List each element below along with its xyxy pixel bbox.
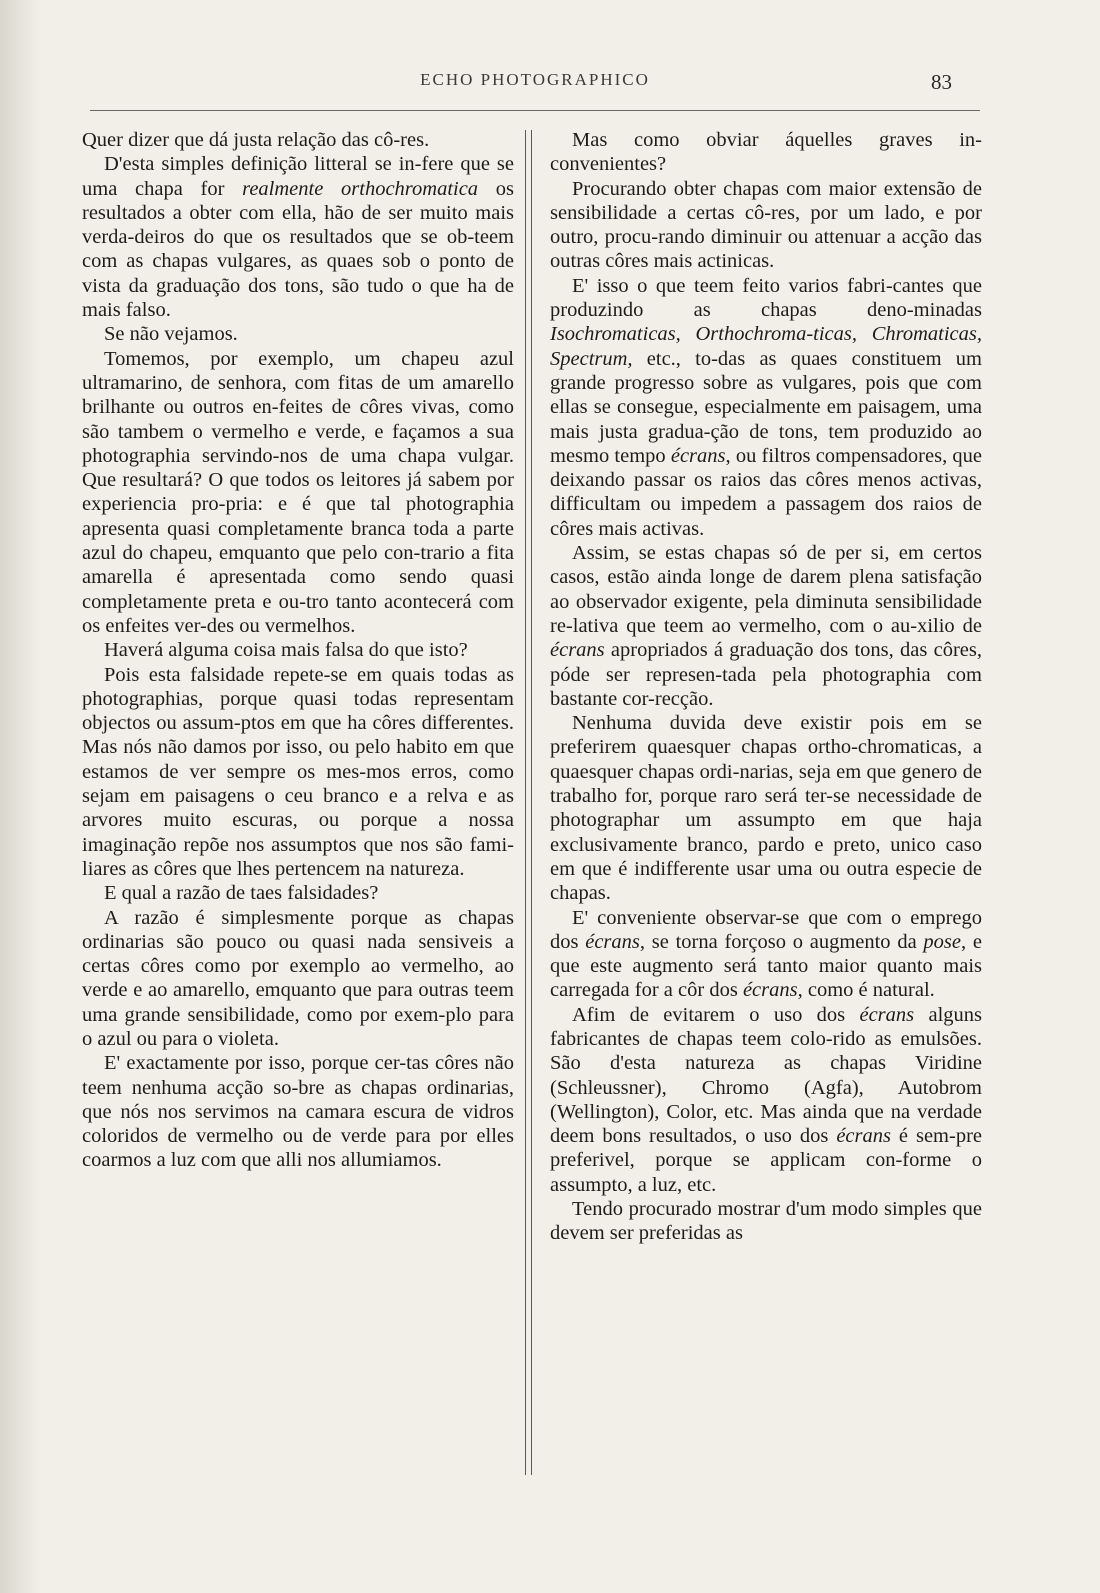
paragraph: D'esta simples definição litteral se in-fere que se uma chapa for realmente orthochromatica os resultados a obter com ella, hão de ser muito mais verda-deiros do que os resultados que se ob-teem com as chapas vulgares, as quaes sob o ponto de vista da graduação dos tons, são tudo o que ha de mais falso. <box>82 153 514 322</box>
paragraph: A razão é simplesmente porque as chapas ordinarias são pouco ou quasi nada sensiveis a certas côres como por exemplo ao vermelho, ao verde e ao amarello, emquanto que para outras teem uma grande sensibilidade, como por exem-plo para o azul ou para o violeta. <box>82 906 514 1050</box>
paragraph: Se não vejamos. <box>104 323 238 346</box>
paragraph: Haverá alguma coisa mais falsa do que isto? <box>104 639 468 662</box>
paragraph: Quer dizer que dá justa relação das cô-res. <box>82 129 430 151</box>
paragraph: Afim de evitarem o uso dos écrans alguns fabricantes de chapas teem colo-rido as emulsões. São d'esta natureza as chapas Viridine (Schleussner), Chromo (Agfa), Autobrom (Wellington), Color, etc. Mas ainda que na verdade deem bons resultados, o uso dos écrans é sem-pre preferivel, porque se applicam con-forme o assumpto, a luz, etc. <box>550 1003 982 1196</box>
left-column <box>82 128 514 1488</box>
paragraph: E' conveniente observar-se que com o emprego dos écrans, se torna forçoso o augmento da pose, e que este augmento será tanto maior quanto mais carregada for a côr dos écrans, como é natural. <box>550 906 982 1002</box>
paragraph: Tomemos, por exemplo, um chapeu azul ultramarino, de senhora, com fitas de um amarello brilhante ou outros en-feites de côres vivas, como são tambem o vermelho e verde, e façamos a sua photographia servindo-nos de uma chapa vulgar. Que resultará? O que todos os leitores já sabem por experiencia pro-pria: e é que tal photographia apresenta quasi completamente branca toda a parte azul do chapeu, emquanto que pelo con-trario a fita amarella é apresentada como sendo quasi completamente preta e ou-tro tanto acontecerá com os enfeites ver-des ou vermelhos. <box>82 347 514 637</box>
page-header <box>90 64 980 100</box>
page-edge-shadow <box>0 0 40 1593</box>
paragraph: Mas como obviar áquelles graves in-convenientes? <box>550 129 982 176</box>
paragraph: Nenhuma duvida deve existir pois em se preferirem quaesquer chapas ortho-chromaticas, a quaesquer chapas ordi-narias, seja em que genero de trabalho for, porque raro será ter-se necessidade de photographar um assumpto em que haja exclusivamente branco, pardo e preto, unico caso em que é indifferente usar uma ou outra especie de chapas. <box>550 712 982 905</box>
page-number: 83 <box>931 70 952 94</box>
paragraph: Procurando obter chapas com maior extensão de sensibilidade a certas cô-res, por um lado, e por outro, procu-rando diminuir ou attenuar a acção das outras côres mais actinicas. <box>550 177 982 273</box>
header-rule <box>90 110 980 111</box>
paragraph: Pois esta falsidade repete-se em quais todas as photographias, porque quasi todas representam objectos ou assum-ptos em que ha côres differentes. Mas nós não damos por isso, ou pelo habito em que estamos de ver sempre os mes-mos erros, como sejam em paisagens o ceu branco e a relva e as arvores muito escuras, ou porque a nossa imaginação repõe nos assumptos que nos são fami-liares as côres que lhes pertencem na natureza. <box>82 663 514 880</box>
paragraph: Assim, se estas chapas só de per si, em certos casos, estão ainda longe de darem plena satisfação ao observador exigente, pela diminuta sensibilidade re-lativa que teem ao vermelho, com o au-xilio de écrans apropriados á graduação dos tons, das côres, póde ser represen-tada pela photographia com bastante cor-recção. <box>550 542 982 710</box>
running-head: ECHO PHOTOGRAPHICO <box>420 70 650 89</box>
right-column <box>550 128 982 1488</box>
paragraph: Tendo procurado mostrar d'um modo simples que devem ser preferidas as <box>550 1198 982 1245</box>
column-divider <box>525 130 532 1475</box>
paragraph: E' exactamente por isso, porque cer-tas côres não teem nenhuma acção so-bre as chapas ordinarias, que nós nos servimos na camara escura de vidros coloridos de vermelho ou de verde para por elles coarmos a luz com que alli nos allumiamos. <box>82 1052 514 1172</box>
paragraph: E qual a razão de taes falsidades? <box>104 882 379 905</box>
paragraph: E' isso o que teem feito varios fabri-cantes que produzindo as chapas deno-minadas Isochromaticas, Orthochroma-ticas, Chromaticas, Spectrum, etc., to-das as quaes constituem um grande progresso sobre as vulgares, pois que com ellas se consegue, especialmente em paisagem, uma mais justa gradua-ção de tons, tem produzido ao mesmo tempo écrans, ou filtros compensadores, que deixando passar os raios das côres menos activas, difficultam ou impedem a passagem dos raios de côres mais activas. <box>550 274 982 540</box>
